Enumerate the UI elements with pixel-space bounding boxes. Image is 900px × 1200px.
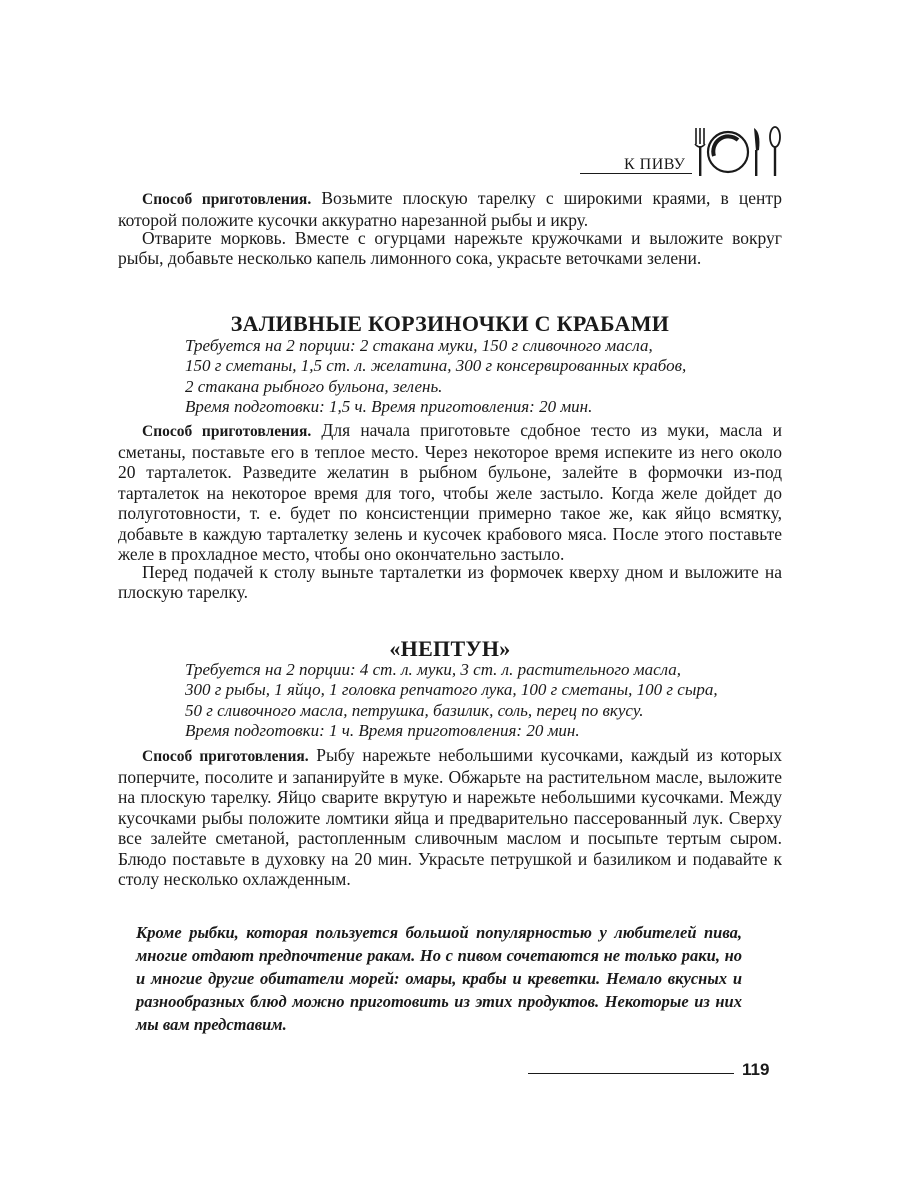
cutlery-plate-icon (692, 120, 788, 180)
ingredients-line: 150 г сметаны, 1,5 ст. л. желатина, 300 г консервированных крабов, (185, 356, 687, 376)
time-line: Время подготовки: 1 ч. Время приготовления: 20 мин. (185, 720, 580, 740)
section-title: К ПИВУ (624, 156, 686, 173)
method-text: Рыбу нарежьте небольшими кусочками, каждый из которых поперчите, посолите и запанируйте в муке. Обжарьте на растительном масле, выложите на плоскую тарелку. Яйцо сварите вкрутую и нарежьте небольшими кусочками. Между кусочками рыбы положите ломтики яйца и предварительно пассерованный лук. Сверху все залейте сметаной, растопленным сливочным маслом и посыпьте тертым сыром. Блюдо поставьте в духовку на 20 мин. Украсьте петрушкой и базиликом и подавайте к столу несколько охлажденным. (118, 744, 782, 889)
method-paragraph (118, 745, 782, 890)
method-lead: Способ приготовления. (142, 190, 312, 208)
ingredients-line: 2 стакана рыбного бульона, зелень. (185, 376, 443, 396)
method-text: Возьмите плоскую тарелку с широкими краями, в центр которой положите кусочки аккуратно нарезанной рыбы и икру. (118, 187, 783, 230)
page-number: 119 (742, 1060, 770, 1079)
ingredients-block (185, 660, 785, 741)
time-line: Время подготовки: 1,5 ч. Время приготовления: 20 мин. (185, 396, 593, 416)
method-paragraph (118, 420, 782, 565)
ingredients-line: 300 г рыбы, 1 яйцо, 1 головка репчатого лука, 100 г сметаны, 100 г сыра, (185, 680, 718, 700)
intro-paragraph (118, 188, 782, 231)
running-header (580, 120, 790, 180)
serving-paragraph: Перед подачей к столу выньте тарталетки из формочек кверху дном и выложите на плоскую тарелку. (118, 561, 782, 602)
ingredients-line: Требуется на 2 порции: 2 стакана муки, 150 г сливочного масла, (185, 336, 653, 355)
footer-rule (528, 1073, 734, 1074)
ingredients-line: 50 г сливочного масла, петрушка, базилик, соль, перец по вкусу. (185, 700, 644, 720)
method-lead: Способ приготовления. (142, 422, 312, 440)
recipe-title: ЗАЛИВНЫЕ КОРЗИНОЧКИ С КРАБАМИ (230, 311, 670, 336)
method-text: Для начала приготовьте сдобное тесто из муки, масла и сметаны, поставьте его в теплое место. Через некоторое время испеките из него около 20 тарталеток. Разведите желатин в рыбном бульоне, залейте в формочки из-под тарталеток на некоторое время для того, чтобы желе застыло. Когда желе дойдет до полуготовности, т. е. будет по консистенции примерно такое же, как яйцо всмятку, добавьте в каждую тарталетку зелень и кусочек крабового мяса. После этого поставьте желе в прохладное место, чтобы оно окончательно застыло. (118, 419, 782, 564)
ingredients-line: Требуется на 2 порции: 4 ст. л. муки, 3 ст. л. растительного масла, (185, 660, 682, 679)
recipe-title: «НЕПТУН» (389, 636, 511, 661)
note-paragraph: Кроме рыбки, которая пользуется большой популярностью у любителей пива, многие отдают предпочтение ракам. Но с пивом сочетаются не только раки, но и многие другие обитатели морей: омары, крабы и креветки. Немало вкусных и разнообразных блюд можно приготовить из этих продуктов. Некоторые из них мы вам представим. (136, 922, 742, 1034)
intro-paragraph-2: Отварите морковь. Вместе с огурцами нарежьте кружочками и выложите вокруг рыбы, добавьте несколько капель лимонного сока, украсьте веточками зелени. (118, 227, 782, 268)
method-lead: Способ приготовления. (142, 747, 309, 765)
ingredients-block (185, 336, 785, 417)
